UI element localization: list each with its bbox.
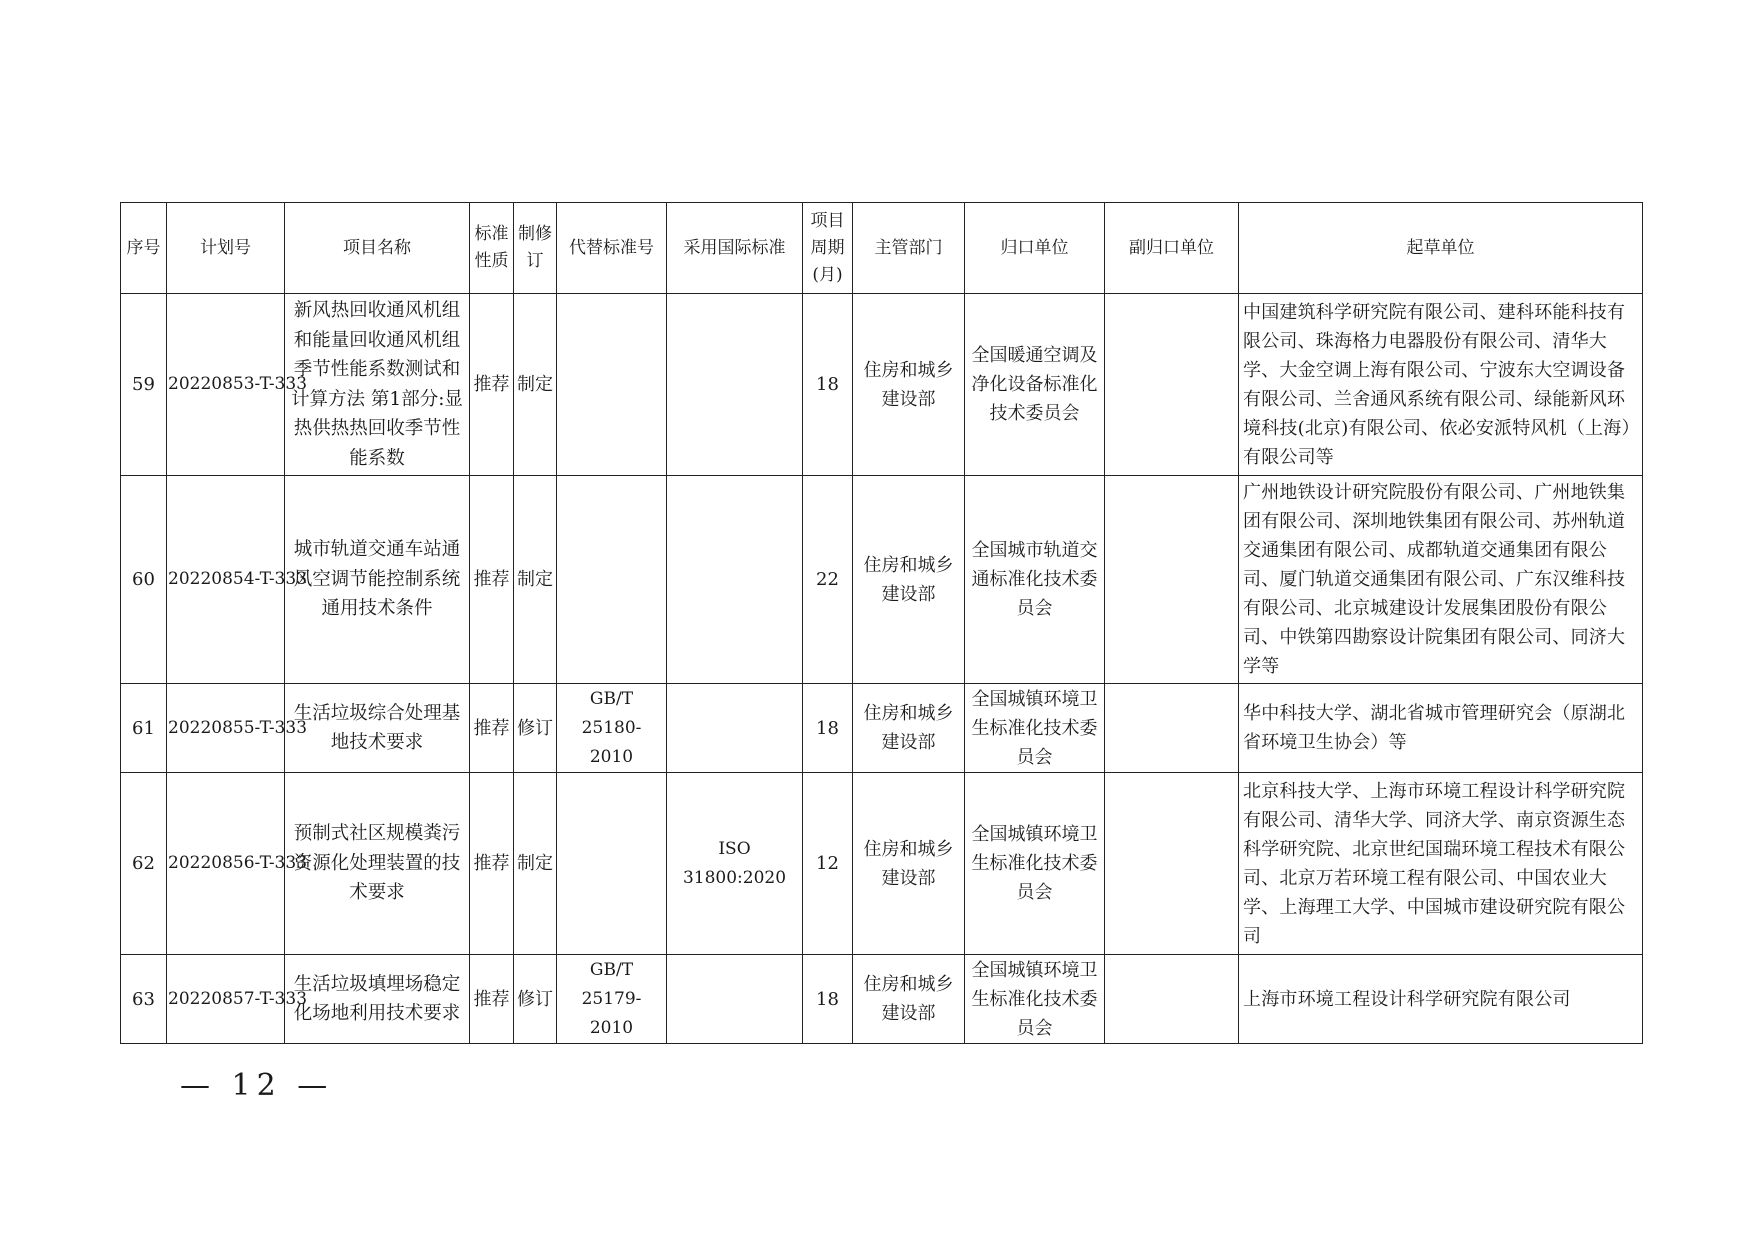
cell-replaced-standard [557,476,667,684]
cell-plan-no: 20220856-T-333 [167,773,285,955]
cell-plan-no: 20220854-T-333 [167,476,285,684]
cell-intl-standard [667,294,803,476]
cell-project-name: 生活垃圾综合处理基地技术要求 [285,684,470,773]
table-row [121,955,1643,1044]
cell-nature: 推荐 [470,294,514,476]
cell-drafters: 华中科技大学、湖北省城市管理研究会（原湖北省环境卫生协会）等 [1239,684,1643,773]
cell-dept: 住房和城乡建设部 [853,684,965,773]
header-period: 项目周期(月) [803,203,853,294]
header-drafters: 起草单位 [1239,203,1643,294]
cell-vice-unit [1105,294,1239,476]
cell-dept: 住房和城乡建设部 [853,773,965,955]
cell-drafters: 广州地铁设计研究院股份有限公司、广州地铁集团有限公司、深圳地铁集团有限公司、苏州轨道交通集团有限公司、成都轨道交通集团有限公司、厦门轨道交通集团有限公司、广东汉维科技有限公司、北京城建设计发展集团股份有限公司、中铁第四勘察设计院集团有限公司、同济大学等 [1239,476,1643,684]
cell-seq: 63 [121,955,167,1044]
cell-nature: 推荐 [470,955,514,1044]
cell-period: 18 [803,684,853,773]
cell-intl-standard [667,955,803,1044]
header-project-name: 项目名称 [285,203,470,294]
cell-nature: 推荐 [470,684,514,773]
table-row [121,294,1643,476]
cell-project-name: 生活垃圾填埋场稳定化场地利用技术要求 [285,955,470,1044]
cell-unit: 全国城市轨道交通标准化技术委员会 [965,476,1105,684]
cell-vice-unit [1105,684,1239,773]
cell-seq: 60 [121,476,167,684]
cell-replaced-standard [557,773,667,955]
table-row [121,773,1643,955]
header-plan-no: 计划号 [167,203,285,294]
cell-revision: 修订 [514,684,557,773]
cell-plan-no: 20220853-T-333 [167,294,285,476]
cell-dept: 住房和城乡建设部 [853,294,965,476]
cell-period: 18 [803,294,853,476]
cell-period: 22 [803,476,853,684]
cell-replaced-standard: GB/T 25180-2010 [557,684,667,773]
header-unit: 归口单位 [965,203,1105,294]
cell-unit: 全国城镇环境卫生标准化技术委员会 [965,955,1105,1044]
cell-vice-unit [1105,773,1239,955]
cell-plan-no: 20220857-T-333 [167,955,285,1044]
cell-intl-standard: ISO 31800:2020 [667,773,803,955]
table-row [121,684,1643,773]
cell-drafters: 上海市环境工程设计科学研究院有限公司 [1239,955,1643,1044]
table-header-row [121,203,1643,294]
header-vice-unit: 副归口单位 [1105,203,1239,294]
cell-seq: 62 [121,773,167,955]
cell-drafters: 中国建筑科学研究院有限公司、建科环能科技有限公司、珠海格力电器股份有限公司、清华大学、大金空调上海有限公司、宁波东大空调设备有限公司、兰舍通风系统有限公司、绿能新风环境科技(北京)有限公司、依必安派特风机（上海）有限公司等 [1239,294,1643,476]
cell-revision: 制定 [514,476,557,684]
table-row [121,476,1643,684]
cell-nature: 推荐 [470,773,514,955]
cell-nature: 推荐 [470,476,514,684]
cell-drafters: 北京科技大学、上海市环境工程设计科学研究院有限公司、清华大学、同济大学、南京资源生态科学研究院、北京世纪国瑞环境工程技术有限公司、北京万若环境工程有限公司、中国农业大学、上海理工大学、中国城市建设研究院有限公司 [1239,773,1643,955]
header-dept: 主管部门 [853,203,965,294]
cell-plan-no: 20220855-T-333 [167,684,285,773]
header-nature: 标准性质 [470,203,514,294]
cell-project-name: 城市轨道交通车站通风空调节能控制系统通用技术条件 [285,476,470,684]
cell-intl-standard [667,684,803,773]
standards-plan-table [120,202,1643,1044]
cell-period: 18 [803,955,853,1044]
header-intl-standard: 采用国际标准 [667,203,803,294]
cell-unit: 全国暖通空调及净化设备标准化技术委员会 [965,294,1105,476]
page-number: — 12 — [180,1068,334,1103]
cell-unit: 全国城镇环境卫生标准化技术委员会 [965,773,1105,955]
cell-dept: 住房和城乡建设部 [853,955,965,1044]
header-revision: 制修订 [514,203,557,294]
cell-revision: 修订 [514,955,557,1044]
cell-project-name: 预制式社区规模粪污资源化处理装置的技术要求 [285,773,470,955]
cell-replaced-standard: GB/T 25179-2010 [557,955,667,1044]
cell-unit: 全国城镇环境卫生标准化技术委员会 [965,684,1105,773]
cell-vice-unit [1105,955,1239,1044]
cell-vice-unit [1105,476,1239,684]
cell-seq: 59 [121,294,167,476]
header-replaced-standard: 代替标准号 [557,203,667,294]
cell-project-name: 新风热回收通风机组和能量回收通风机组季节性能系数测试和计算方法 第1部分:显热供热热回收季节性能系数 [285,294,470,476]
cell-intl-standard [667,476,803,684]
header-seq: 序号 [121,203,167,294]
cell-revision: 制定 [514,773,557,955]
cell-dept: 住房和城乡建设部 [853,476,965,684]
cell-revision: 制定 [514,294,557,476]
cell-period: 12 [803,773,853,955]
cell-seq: 61 [121,684,167,773]
cell-replaced-standard [557,294,667,476]
